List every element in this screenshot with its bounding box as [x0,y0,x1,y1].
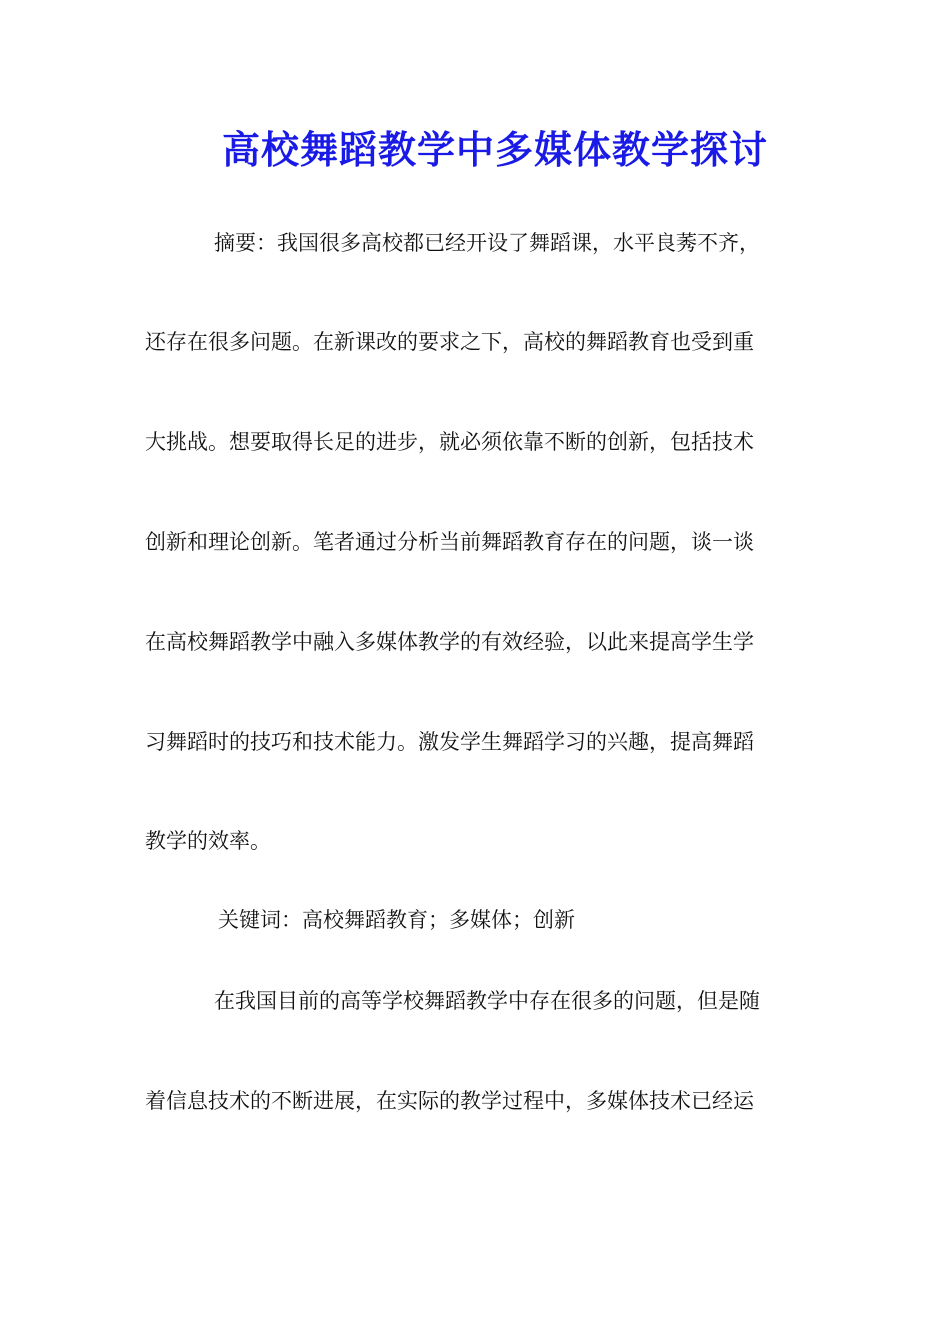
abstract-line-6: 习舞蹈时的技巧和技术能力。激发学生舞蹈学习的兴趣，提高舞蹈 [145,730,754,754]
keywords-line: 关键词：高校舞蹈教育；多媒体；创新 [218,908,575,932]
abstract-line-2: 还存在很多问题。在新课改的要求之下，高校的舞蹈教育也受到重 [145,330,754,354]
abstract-line-7: 教学的效率。 [145,829,271,853]
abstract-line-4: 创新和理论创新。笔者通过分析当前舞蹈教育存在的问题，谈一谈 [145,530,754,554]
abstract-line-5: 在高校舞蹈教学中融入多媒体教学的有效经验，以此来提高学生学 [145,630,754,654]
document-title: 高校舞蹈教学中多媒体教学探讨 [221,127,768,172]
body-line-1: 在我国目前的高等学校舞蹈教学中存在很多的问题，但是随 [214,989,760,1013]
abstract-line-1: 摘要：我国很多高校都已经开设了舞蹈课，水平良莠不齐， [214,231,760,255]
abstract-line-3: 大挑战。想要取得长足的进步，就必须依靠不断的创新，包括技术 [145,430,754,454]
body-line-2: 着信息技术的不断进展，在实际的教学过程中，多媒体技术已经运 [145,1089,754,1113]
